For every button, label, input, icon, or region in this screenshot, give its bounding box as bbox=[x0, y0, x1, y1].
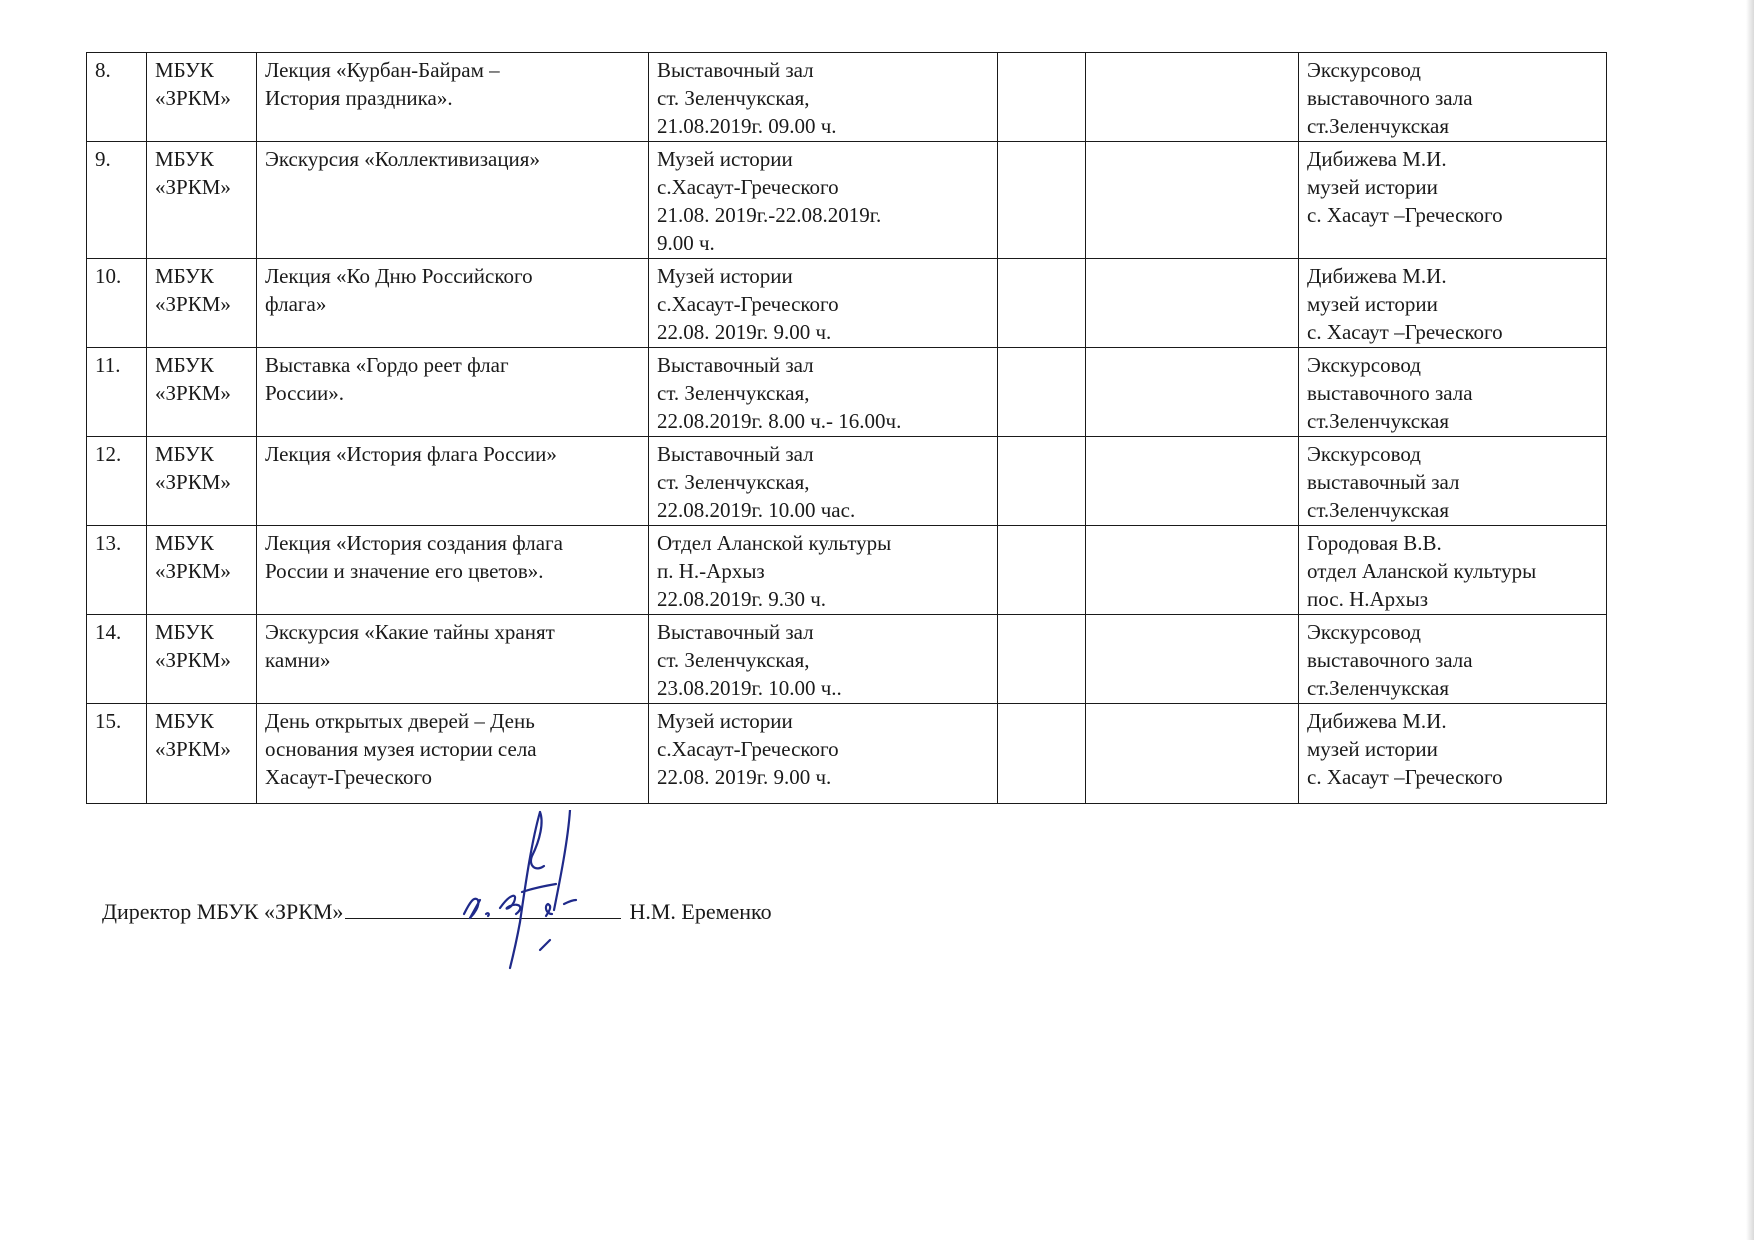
signature-stroke bbox=[564, 900, 576, 904]
table-row bbox=[87, 53, 1607, 142]
organizer: МБУК «ЗРКМ» bbox=[147, 704, 257, 804]
event-place-date: Выставочный зал ст. Зеленчукская, 21.08.2019г. 09.00 ч. bbox=[649, 53, 998, 142]
empty-cell-2 bbox=[1086, 53, 1299, 142]
responsible-person: Экскурсовод выставочный зал ст.Зеленчукская bbox=[1299, 437, 1607, 526]
event-title: День открытых дверей – День основания музея истории села Хасаут-Греческого bbox=[257, 704, 649, 804]
row-number: 10. bbox=[87, 259, 147, 348]
event-place-date: Музей истории с.Хасаут-Греческого 22.08. 2019г. 9.00 ч. bbox=[649, 704, 998, 804]
organizer: МБУК «ЗРКМ» bbox=[147, 259, 257, 348]
empty-cell-2 bbox=[1086, 615, 1299, 704]
empty-cell-1 bbox=[998, 142, 1086, 259]
responsible-person: Дибижева М.И. музей истории с. Хасаут –Греческого bbox=[1299, 704, 1607, 804]
empty-cell-1 bbox=[998, 704, 1086, 804]
empty-cell-1 bbox=[998, 53, 1086, 142]
responsible-person: Экскурсовод выставочного зала ст.Зеленчукская bbox=[1299, 348, 1607, 437]
director-name: Н.М. Еременко bbox=[629, 899, 772, 924]
event-title: Выставка «Гордо реет флаг России». bbox=[257, 348, 649, 437]
responsible-person: Дибижева М.И. музей истории с. Хасаут –Греческого bbox=[1299, 142, 1607, 259]
organizer: МБУК «ЗРКМ» bbox=[147, 615, 257, 704]
signature-stroke bbox=[486, 913, 489, 916]
organizer: МБУК «ЗРКМ» bbox=[147, 142, 257, 259]
event-place-date: Отдел Аланской культуры п. Н.-Архыз 22.08.2019г. 9.30 ч. bbox=[649, 526, 998, 615]
row-number: 14. bbox=[87, 615, 147, 704]
responsible-person: Дибижева М.И. музей истории с. Хасаут –Греческого bbox=[1299, 259, 1607, 348]
organizer: МБУК «ЗРКМ» bbox=[147, 53, 257, 142]
signature-stroke bbox=[554, 810, 570, 910]
table-row bbox=[87, 437, 1607, 526]
empty-cell-1 bbox=[998, 259, 1086, 348]
table-row bbox=[87, 615, 1607, 704]
row-number: 11. bbox=[87, 348, 147, 437]
signature-block bbox=[102, 896, 772, 926]
organizer: МБУК «ЗРКМ» bbox=[147, 437, 257, 526]
empty-cell-1 bbox=[998, 437, 1086, 526]
empty-cell-1 bbox=[998, 615, 1086, 704]
responsible-person: Городовая В.В. отдел Аланской культуры пос. Н.Архыз bbox=[1299, 526, 1607, 615]
event-title: Экскурсия «Коллективизация» bbox=[257, 142, 649, 259]
event-place-date: Музей истории с.Хасаут-Греческого 21.08. 2019г.-22.08.2019г. 9.00 ч. bbox=[649, 142, 998, 259]
organizer: МБУК «ЗРКМ» bbox=[147, 348, 257, 437]
empty-cell-2 bbox=[1086, 704, 1299, 804]
event-place-date: Выставочный зал ст. Зеленчукская, 22.08.2019г. 10.00 час. bbox=[649, 437, 998, 526]
table-row bbox=[87, 704, 1607, 804]
organizer: МБУК «ЗРКМ» bbox=[147, 526, 257, 615]
responsible-person: Экскурсовод выставочного зала ст.Зеленчукская bbox=[1299, 615, 1607, 704]
signature-stroke bbox=[522, 884, 556, 892]
event-place-date: Музей истории с.Хасаут-Греческого 22.08. 2019г. 9.00 ч. bbox=[649, 259, 998, 348]
table-row bbox=[87, 348, 1607, 437]
table-row bbox=[87, 526, 1607, 615]
responsible-person: Экскурсовод выставочного зала ст.Зеленчукская bbox=[1299, 53, 1607, 142]
empty-cell-2 bbox=[1086, 526, 1299, 615]
event-place-date: Выставочный зал ст. Зеленчукская, 22.08.2019г. 8.00 ч.- 16.00ч. bbox=[649, 348, 998, 437]
director-title: Директор МБУК «ЗРКМ» bbox=[102, 899, 344, 924]
row-number: 12. bbox=[87, 437, 147, 526]
empty-cell-1 bbox=[998, 348, 1086, 437]
signature-stroke bbox=[540, 940, 550, 950]
empty-cell-2 bbox=[1086, 437, 1299, 526]
event-title: Лекция «История создания флага России и значение его цветов». bbox=[257, 526, 649, 615]
empty-cell-2 bbox=[1086, 348, 1299, 437]
event-title: Лекция «Курбан-Байрам – История праздника». bbox=[257, 53, 649, 142]
handwritten-signature-icon bbox=[440, 810, 640, 970]
scan-edge-shadow bbox=[1746, 0, 1754, 1240]
event-title: Лекция «История флага России» bbox=[257, 437, 649, 526]
event-title: Экскурсия «Какие тайны хранят камни» bbox=[257, 615, 649, 704]
signature-stroke bbox=[500, 896, 520, 914]
events-table bbox=[86, 52, 1607, 804]
row-number: 15. bbox=[87, 704, 147, 804]
signature-stroke bbox=[546, 904, 552, 916]
empty-cell-2 bbox=[1086, 142, 1299, 259]
empty-cell-1 bbox=[998, 526, 1086, 615]
event-title: Лекция «Ко Дню Российского флага» bbox=[257, 259, 649, 348]
row-number: 9. bbox=[87, 142, 147, 259]
row-number: 8. bbox=[87, 53, 147, 142]
row-number: 13. bbox=[87, 526, 147, 615]
event-place-date: Выставочный зал ст. Зеленчукская, 23.08.2019г. 10.00 ч.. bbox=[649, 615, 998, 704]
events-table-body bbox=[87, 53, 1607, 804]
table-row bbox=[87, 142, 1607, 259]
empty-cell-2 bbox=[1086, 259, 1299, 348]
table-row bbox=[87, 259, 1607, 348]
